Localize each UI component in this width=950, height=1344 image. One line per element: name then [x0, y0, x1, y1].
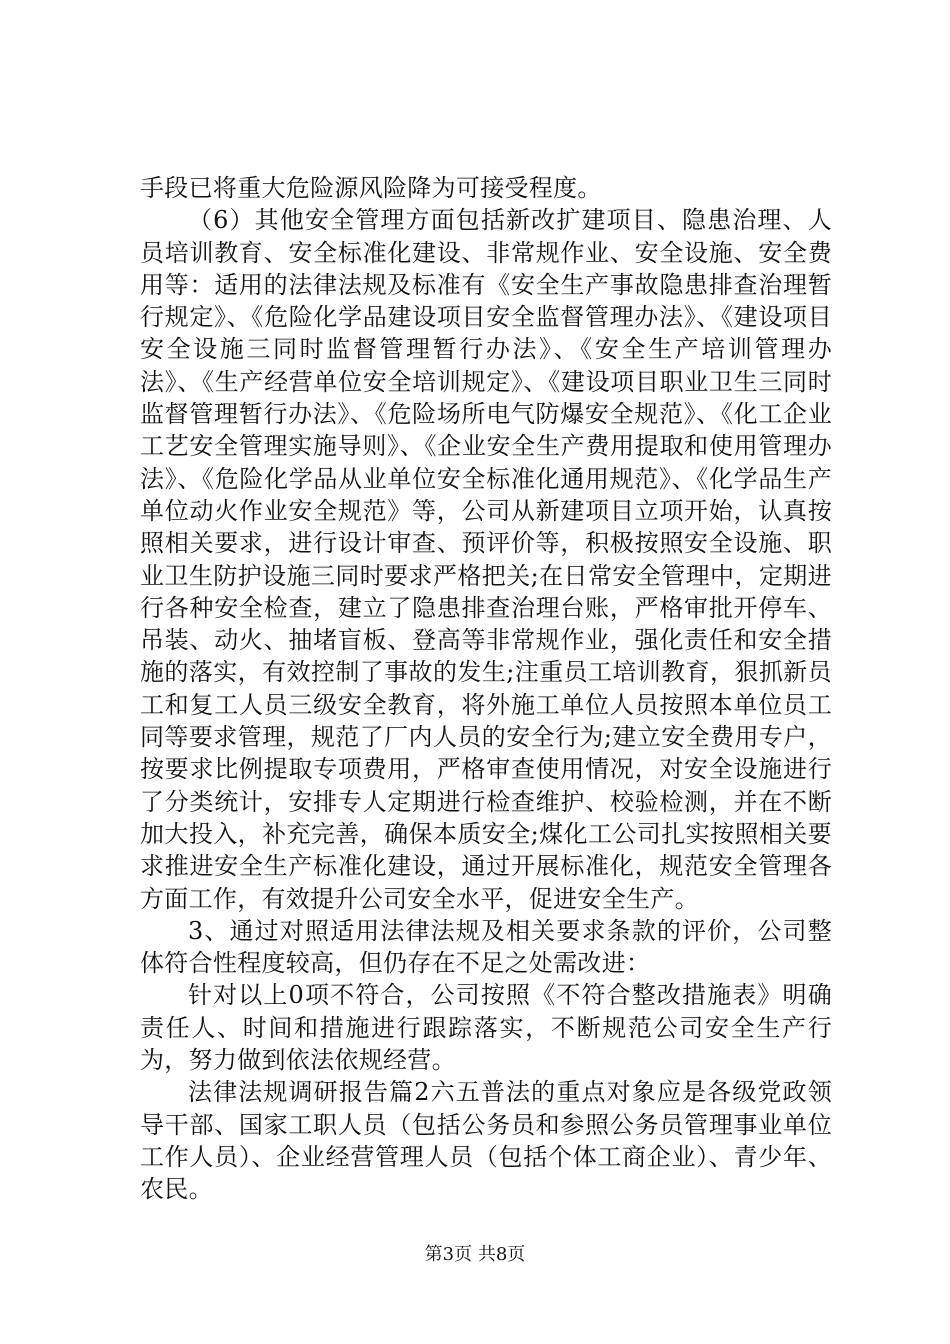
- document-body: [140, 172, 832, 1206]
- paragraph-other-safety-management: （6）其他安全管理方面包括新改扩建项目、隐患治理、人员培训教育、安全标准化建设、非常规作业、安全设施、安全费用等：适用的法律法规及标准有《安全生产事故隐患排查治理暂行规定》、《危险化学品建设项目安全监督管理办法》、《建设项目安全设施三同时监督管理暂行办法》、《安全生产培训管理办法》、《生产经营单位安全培训规定》、《建设项目职业卫生三同时监督管理暂行办法》、《危险场所电气防爆安全规范》、《化工企业工艺安全管理实施导则》、《企业安全生产费用提取和使用管理办法》、《危险化学品从业单位安全标准化通用规范》、《化学品生产单位动火作业安全规范》等，公司从新建项目立项开始，认真按照相关要求，进行设计审查、预评价等，积极按照安全设施、职业卫生防护设施三同时要求严格把关;在日常安全管理中，定期进行各种安全检查，建立了隐患排查治理台账，严格审批开停车、吊装、动火、抽堵盲板、登高等非常规作业，强化责任和安全措施的落实，有效控制了事故的发生;注重员工培训教育，狠抓新员工和复工人员三级安全教育，将外施工单位人员按照本单位员工同等要求管理，规范了厂内人员的安全行为;建立安全费用专户，按要求比例提取专项费用，严格审查使用情况，对安全设施进行了分类统计，安排专人定期进行检查维护、校验检测，并在不断加大投入，补充完善，确保本质安全;煤化工公司扎实按照相关要求推进安全生产标准化建设，通过开展标准化，规范安全管理各方面工作，有效提升公司安全水平，促进安全生产。: [140, 206, 832, 913]
- paragraph-continuation: 手段已将重大危险源风险降为可接受程度。: [140, 174, 602, 202]
- paragraph-report-part-2: 法律法规调研报告篇2六五普法的重点对象应是各级党政领导干部、国家工职人员（包括公务员和参照公务员管理事业单位工作人员）、企业经营管理人员（包括个体工商企业）、青少年、农民。: [140, 1078, 832, 1204]
- paragraph-nonconformity-handling: 针对以上0项不符合，公司按照《不符合整改措施表》明确责任人、时间和措施进行跟踪落实，不断规范公司安全生产行为，努力做到依法依规经营。: [140, 981, 832, 1075]
- page-footer: 第3页 共8页: [424, 1244, 526, 1265]
- paragraph-compliance-evaluation: 3、通过对照适用法律法规及相关要求条款的评价，公司整体符合性程度较高，但仍存在不足之处需改进：: [140, 916, 832, 978]
